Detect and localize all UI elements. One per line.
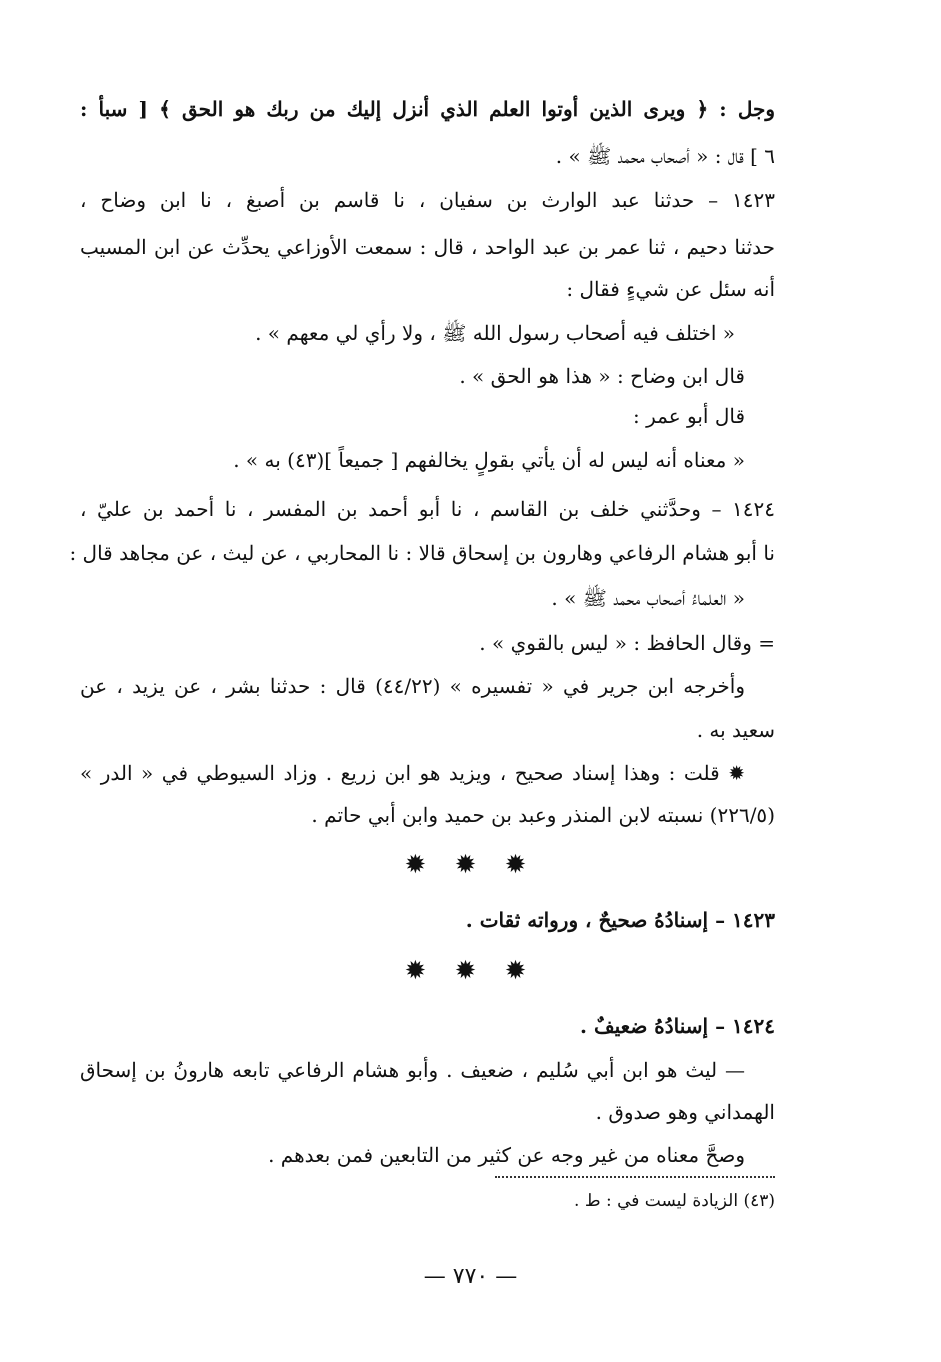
page-number: — ٧٧٠ — xyxy=(423,1264,518,1289)
hadith-1424-line: ١٤٢٤ – وحدَّثني خلف بن القاسم ، نا أبو أحمد بن المفسر ، نا أحمد بن عليّ ، xyxy=(80,497,775,521)
text-line: ٦ ] قال : « أصحاب محمد ﷺ » . xyxy=(555,144,775,168)
commentary-line: — ليث هو ابن أبي سُليم ، ضعيف . وأبو هشام الرفاعي تابعه هارونُ بن إسحاق xyxy=(80,1058,745,1082)
commentary-line: وصحَّ معناه من غير وجه عن كثير من التابعين فمن بعدهم . xyxy=(268,1143,745,1167)
footnote-separator xyxy=(495,1176,775,1178)
footnote-line: وأخرجه ابن جرير في « تفسيره » (٤٤/٢٢) قال : حدثنا بشر ، عن يزيد ، عن xyxy=(80,674,745,698)
text-line: قال ابن وضاح : « هذا هو الحق » . xyxy=(459,364,745,388)
star-separator: ✹ ✹ ✹ xyxy=(404,850,537,880)
commentary-line: الهمداني وهو صدوق . xyxy=(595,1100,775,1124)
hadith-1423-line: ١٤٢٣ – حدثنا عبد الوارث بن سفيان ، نا قاسم بن أصبغ ، نا ابن وضاح ، xyxy=(80,188,775,212)
footnote-43: (٤٣) الزيادة ليست في : ط . xyxy=(574,1191,775,1211)
text-line: حدثنا دحيم ، ثنا عمر بن عبد الواحد ، قال : سمعت الأوزاعي يحدِّث عن ابن المسيب xyxy=(80,235,775,259)
footnote-line: ✹ قلت : وهذا إسناد صحيح ، ويزيد هو ابن زريع . وزاد السيوطي في « الدر » xyxy=(80,761,745,785)
star-separator: ✹ ✹ ✹ xyxy=(404,956,537,986)
footnote-line: سعيد به . xyxy=(696,718,775,742)
grading-1423: ١٤٢٣ – إسنادُهُ صحيحٌ ، ورواته ثقات . xyxy=(465,908,775,932)
grading-1424: ١٤٢٤ – إسنادُهُ ضعيفٌ . xyxy=(580,1014,775,1038)
footnote-line: = وقال الحافظ : « ليس بالقوي » . xyxy=(479,631,775,655)
text-line: قال أبو عمر : xyxy=(633,404,745,428)
text-line: « العلماءُ أصحاب محمد ﷺ » . xyxy=(551,586,745,610)
text-line: « اختلف فيه أصحاب رسول الله ﷺ ، ولا رأي لي معهم » . xyxy=(255,321,735,345)
footnote-line: (٢٢٦/٥) نسبته لابن المنذر وعبد بن حميد وابن أبي حاتم . xyxy=(311,803,775,827)
text-line: وجل : ﴿ ويرى الذين أوتوا العلم الذي أنزل إليك من ربك هو الحق ﴾ [ سبأ : xyxy=(80,97,775,121)
text-line: أنه سئل عن شيءٍ فقال : xyxy=(566,277,775,301)
text-line: نا أبو هشام الرفاعي وهارون بن إسحاق قالا : نا المحاربي ، عن ليث ، عن مجاهد قال : xyxy=(69,541,775,565)
text-line: « معناه أنه ليس له أن يأتي بقولٍ يخالفهم [ جميعاً ](٤٣) به » . xyxy=(233,448,745,472)
